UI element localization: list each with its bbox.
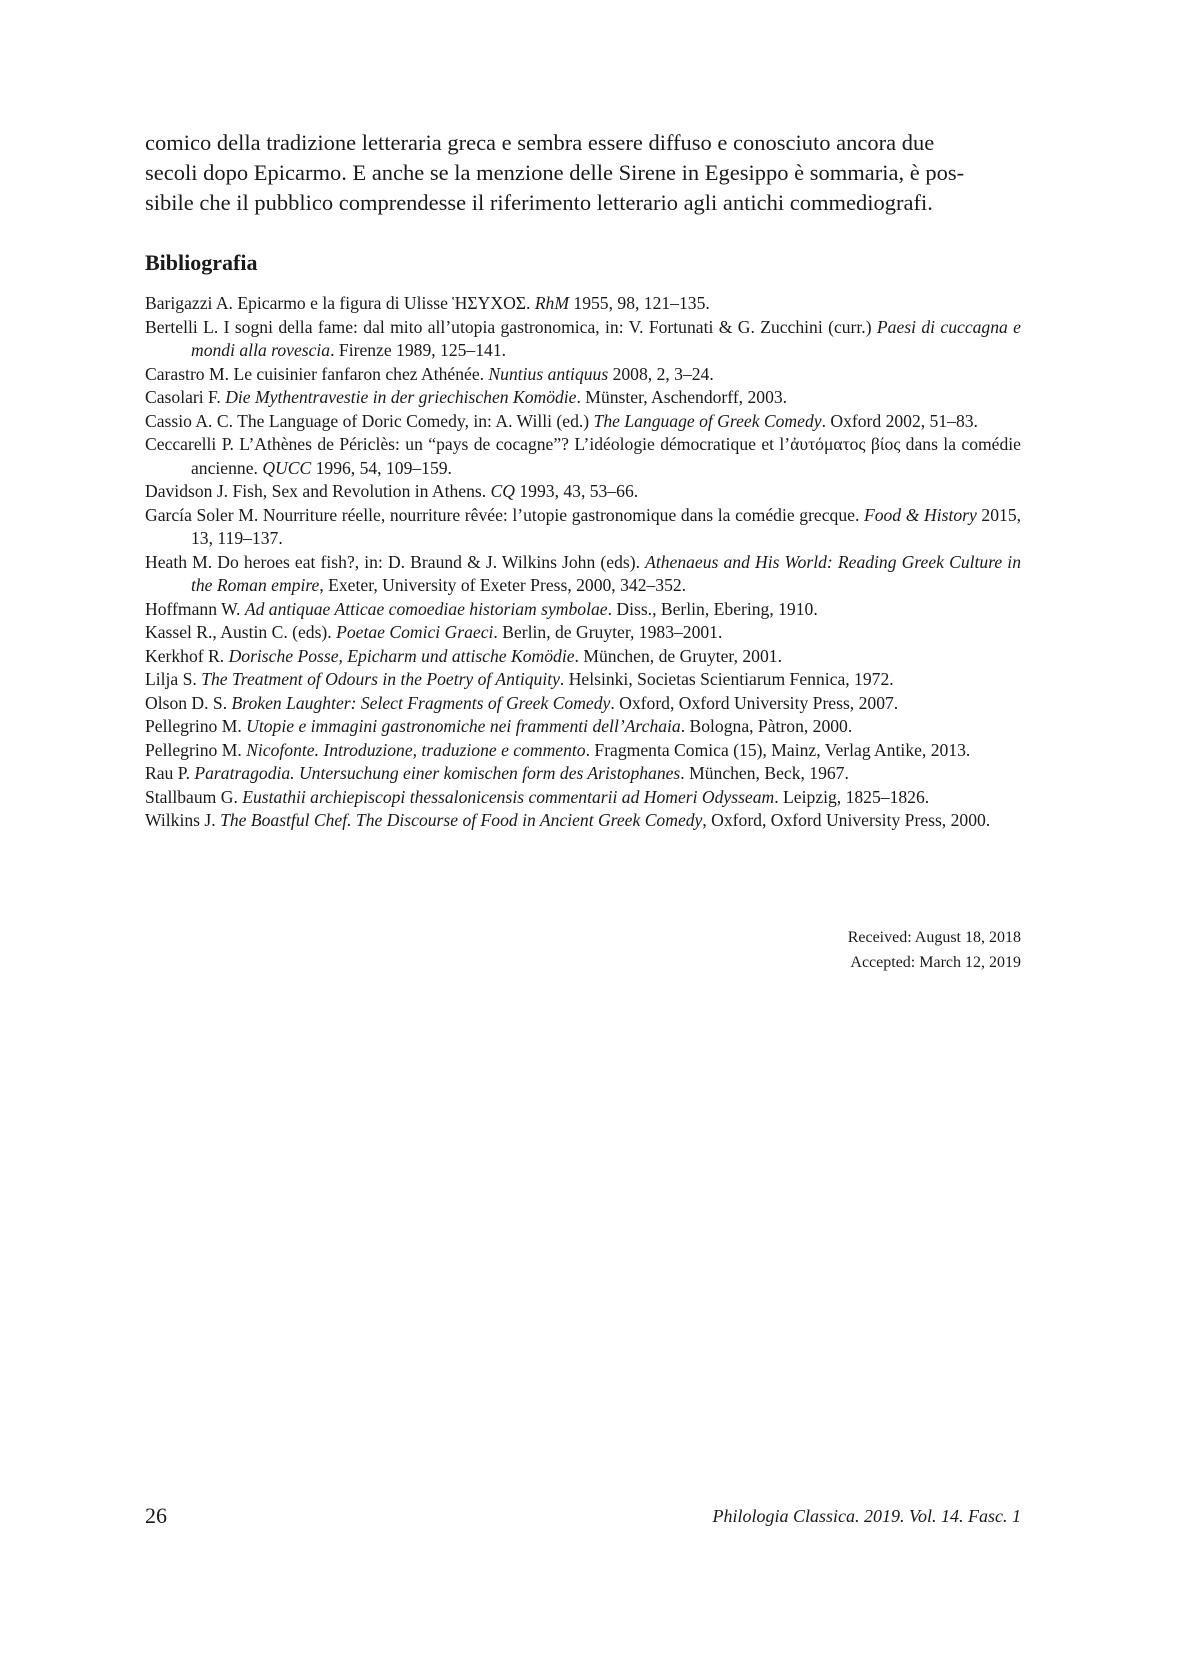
bibliography-entry: Bertelli L. I sogni della fame: dal mito all’utopia gastronomica, in: V. Fortunati & G. Zucchini (curr.) Paesi di cuccagna e mondi alla rovescia. Firenze 1989, 125–141. bbox=[145, 316, 1021, 360]
bibliography-entry: Ceccarelli P. L’Athènes de Périclès: un “pays de cocagne”? L’idéologie démocratique et l’ἀυτόματος βίος dans la comédie ancienne. QUCC 1996, 54, 109–159. bbox=[145, 434, 1021, 478]
bibliography-entry: Rau P. Paratragodia. Untersuchung einer komischen form des Aristophanes. München, Beck, 1967. bbox=[145, 763, 849, 783]
bibliography-entry: Pellegrino M. Nicofonte. Introduzione, traduzione e commento. Fragmenta Comica (15), Mainz, Verlag Antike, 2013. bbox=[145, 739, 971, 760]
bibliography-entry: Stallbaum G. Eustathii archiepiscopi thessalonicensis commentarii ad Homeri Odysseam. Leipzig, 1825–1826. bbox=[145, 786, 930, 807]
body-line: comico della tradizione letteraria greca e sembra essere diffuso e conosciuto ancora due bbox=[145, 130, 935, 155]
bibliography-entry: Casolari F. Die Mythentravestie in der griechischen Komödie. Münster, Aschendorff, 2003. bbox=[145, 387, 788, 407]
bibliography-entry: Carastro M. Le cuisinier fanfaron chez Athénée. Nuntius antiquus 2008, 2, 3–24. bbox=[145, 363, 714, 384]
bibliography-entry: Barigazzi A. Epicarmo e la figura di Ulisse ἩΣΥΧΟΣ. RhM 1955, 98, 121–135. bbox=[145, 293, 710, 313]
journal-citation: Philologia Classica. 2019. Vol. 14. Fasc. 1 bbox=[712, 1506, 1021, 1526]
bibliography-entry: Hoffmann W. Ad antiquae Atticae comoediae historiam symbolae. Diss., Berlin, Ebering, 1910. bbox=[145, 598, 818, 619]
body-line: secoli dopo Epicarmo. E anche se la menzione delle Sirene in Egesippo è sommaria, è pos- bbox=[145, 160, 965, 185]
bibliography-entry: Davidson J. Fish, Sex and Revolution in Athens. CQ 1993, 43, 53–66. bbox=[145, 481, 639, 501]
article-dates bbox=[848, 925, 1021, 975]
bibliography-entry: Cassio A. C. The Language of Doric Comedy, in: A. Willi (ed.) The Language of Greek Comedy. Oxford 2002, 51–83. bbox=[145, 410, 978, 431]
bibliography-entry: Kassel R., Austin C. (eds). Poetae Comici Graeci. Berlin, de Gruyter, 1983–2001. bbox=[145, 622, 723, 642]
body-line: sibile che il pubblico comprendesse il riferimento letterario agli antichi commediografi. bbox=[145, 190, 933, 215]
bibliography-entry: Wilkins J. The Boastful Chef. The Discourse of Food in Ancient Greek Comedy, Oxford, Oxford University Press, 2000. bbox=[145, 810, 991, 830]
bibliography-heading: Bibliografia bbox=[145, 250, 258, 275]
bibliography-entry: García Soler M. Nourriture réelle, nourriture rêvée: l’utopie gastronomique dans la comédie grecque. Food & History 2015, 13, 119–137. bbox=[145, 504, 1022, 548]
accepted-date: Accepted: March 12, 2019 bbox=[850, 954, 1021, 971]
bibliography-entry: Lilja S. The Treatment of Odours in the Poetry of Antiquity. Helsinki, Societas Scientiarum Fennica, 1972. bbox=[145, 669, 894, 689]
bibliography-entry: Pellegrino M. Utopie e immagini gastronomiche nei frammenti dell’Archaia. Bologna, Pàtron, 2000. bbox=[145, 716, 853, 736]
page-number: 26 bbox=[145, 1503, 167, 1528]
bibliography-list bbox=[145, 292, 1021, 833]
bibliography-entry: Kerkhof R. Dorische Posse, Epicharm und attische Komödie. München, de Gruyter, 2001. bbox=[145, 645, 782, 666]
bibliography-entry: Heath M. Do heroes eat fish?, in: D. Braund & J. Wilkins John (eds). Athenaeus and His World: Reading Greek Culture in the Roman empire, Exeter, University of Exeter Press, 2000, 342–352. bbox=[145, 551, 1021, 595]
bibliography-entry: Olson D. S. Broken Laughter: Select Fragments of Greek Comedy. Oxford, Oxford University Press, 2007. bbox=[145, 692, 899, 713]
body-paragraph bbox=[145, 128, 1021, 218]
received-date: Received: August 18, 2018 bbox=[847, 929, 1021, 946]
